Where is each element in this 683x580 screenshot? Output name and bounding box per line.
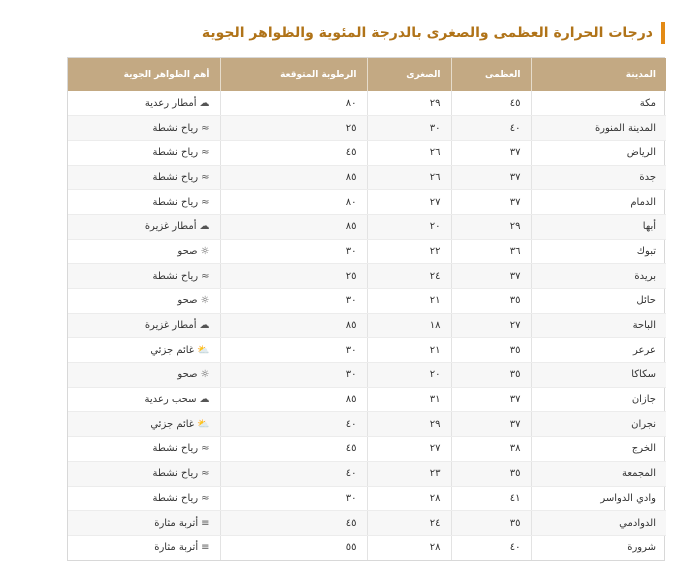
table-row: [68, 437, 666, 462]
phenomenon-label: رياح نشطة: [152, 492, 199, 504]
dust-icon: ≡: [201, 542, 210, 554]
table-row: [68, 165, 666, 190]
table-row: [68, 214, 666, 239]
wind-icon: ≈: [201, 492, 210, 504]
phenomenon-label: رياح نشطة: [152, 147, 199, 159]
header-min: الصغرى: [367, 58, 451, 91]
weather-phenomenon: [154, 542, 209, 553]
weather-phenomenon: [144, 394, 209, 405]
cell-max: ٢٩: [451, 214, 531, 239]
cell-humidity: ٤٠: [220, 461, 367, 486]
header-max: العظمى: [451, 58, 531, 91]
cell-humidity: ٤٥: [220, 140, 367, 165]
cell-max: ٣٧: [451, 190, 531, 215]
cell-max: ٢٧: [451, 313, 531, 338]
weather-phenomenon: [153, 468, 210, 479]
header-city: المدينة: [531, 58, 666, 91]
weather-phenomenon: [150, 419, 209, 430]
cell-city: بريدة: [531, 264, 666, 289]
cell-phenomenon: [68, 387, 220, 412]
header-phenomenon: أهم الظواهر الجوية: [68, 58, 220, 91]
table-row: [68, 264, 666, 289]
cell-min: ٢٤: [367, 511, 451, 536]
wind-icon: ≈: [201, 147, 210, 159]
weather-phenomenon: [153, 443, 210, 454]
wind-icon: ≈: [201, 171, 210, 183]
cell-max: ٤١: [451, 486, 531, 511]
cell-phenomenon: [68, 140, 220, 165]
cell-humidity: ٣٠: [220, 338, 367, 363]
phenomenon-label: أتربة مثارة: [154, 542, 199, 554]
cell-min: ٢١: [367, 289, 451, 314]
cell-humidity: ٤٥: [220, 437, 367, 462]
cell-max: ٣٨: [451, 437, 531, 462]
thunder-rain-icon: ☁: [199, 97, 210, 109]
cell-phenomenon: [68, 214, 220, 239]
cell-min: ٢٦: [367, 165, 451, 190]
cell-max: ٣٧: [451, 387, 531, 412]
weather-phenomenon: [153, 271, 210, 282]
table-body: [68, 91, 666, 560]
phenomenon-label: صحو: [177, 369, 198, 381]
cell-max: ٣٥: [451, 511, 531, 536]
page-title: [201, 22, 665, 44]
weather-phenomenon: [177, 295, 209, 306]
weather-phenomenon: [145, 98, 210, 109]
cell-max: ٤٥: [451, 91, 531, 116]
cell-min: ٣٠: [367, 116, 451, 141]
cell-min: ٢٧: [367, 437, 451, 462]
cell-min: ٢٦: [367, 140, 451, 165]
thunder-cloud-icon: ☁: [199, 394, 210, 406]
phenomenon-label: رياح نشطة: [152, 196, 199, 208]
phenomenon-label: رياح نشطة: [152, 443, 199, 455]
cell-humidity: ٣٠: [220, 289, 367, 314]
cell-city: حائل: [531, 289, 666, 314]
phenomenon-label: رياح نشطة: [152, 171, 199, 183]
cell-phenomenon: [68, 412, 220, 437]
weather-phenomenon: [177, 246, 209, 257]
dust-icon: ≡: [201, 517, 210, 529]
weather-phenomenon: [153, 493, 210, 504]
weather-phenomenon: [153, 123, 210, 134]
sun-icon: ☼: [200, 369, 210, 381]
cell-max: ٤٠: [451, 116, 531, 141]
cell-phenomenon: [68, 239, 220, 264]
table-row: [68, 91, 666, 116]
cell-city: عرعر: [531, 338, 666, 363]
wind-icon: ≈: [201, 196, 210, 208]
cell-max: ٣٥: [451, 338, 531, 363]
cell-humidity: ٥٥: [220, 535, 367, 560]
cell-humidity: ٤٠: [220, 412, 367, 437]
cell-city: الرياض: [531, 140, 666, 165]
cell-max: ٣٧: [451, 165, 531, 190]
weather-table: [67, 57, 665, 561]
cell-phenomenon: [68, 313, 220, 338]
cell-min: ٢٩: [367, 412, 451, 437]
cell-humidity: ٨٥: [220, 165, 367, 190]
cell-min: ٢٢: [367, 239, 451, 264]
weather-phenomenon: [177, 369, 209, 380]
cell-humidity: ٤٥: [220, 511, 367, 536]
cell-max: ٣٧: [451, 264, 531, 289]
weather-phenomenon: [150, 345, 209, 356]
cell-city: الدمام: [531, 190, 666, 215]
phenomenon-label: رياح نشطة: [152, 468, 199, 480]
cell-humidity: ٨٥: [220, 214, 367, 239]
cell-city: جازان: [531, 387, 666, 412]
phenomenon-label: أمطار رعدية: [144, 97, 197, 109]
phenomenon-label: سحب رعدية: [144, 394, 197, 406]
table-row: [68, 486, 666, 511]
cell-min: ٢٤: [367, 264, 451, 289]
cell-city: المجمعة: [531, 461, 666, 486]
cell-humidity: ٢٥: [220, 264, 367, 289]
cell-phenomenon: [68, 116, 220, 141]
cell-phenomenon: [68, 437, 220, 462]
cell-humidity: ٣٠: [220, 486, 367, 511]
cell-min: ٢٣: [367, 461, 451, 486]
cell-humidity: ٨٥: [220, 387, 367, 412]
cell-city: تبوك: [531, 239, 666, 264]
cell-min: ١٨: [367, 313, 451, 338]
table-row: [68, 412, 666, 437]
phenomenon-label: أمطار غزيرة: [144, 221, 197, 233]
partly-cloudy-icon: ⛅: [197, 344, 210, 356]
cell-city: شرورة: [531, 535, 666, 560]
cell-min: ٢٠: [367, 214, 451, 239]
cell-phenomenon: [68, 190, 220, 215]
cell-max: ٣٧: [451, 412, 531, 437]
cell-humidity: ٣٠: [220, 363, 367, 388]
table-row: [68, 289, 666, 314]
cell-city: نجران: [531, 412, 666, 437]
cell-city: الدوادمي: [531, 511, 666, 536]
cell-phenomenon: [68, 289, 220, 314]
phenomenon-label: أمطار غزيرة: [144, 320, 197, 332]
wind-icon: ≈: [201, 122, 210, 134]
wind-icon: ≈: [201, 270, 210, 282]
weather-phenomenon: [153, 197, 210, 208]
table-row: [68, 140, 666, 165]
cell-phenomenon: [68, 363, 220, 388]
table-row: [68, 363, 666, 388]
table-row: [68, 535, 666, 560]
header-humidity: الرطوبة المتوقعة: [220, 58, 367, 91]
phenomenon-label: صحو: [177, 295, 198, 307]
table-row: [68, 387, 666, 412]
table-row: [68, 116, 666, 141]
table-row: [68, 461, 666, 486]
cell-phenomenon: [68, 165, 220, 190]
cell-humidity: ٣٠: [220, 239, 367, 264]
cell-phenomenon: [68, 486, 220, 511]
cell-city: أبها: [531, 214, 666, 239]
cell-max: ٤٠: [451, 535, 531, 560]
cell-max: ٣٦: [451, 239, 531, 264]
cell-min: ٢٨: [367, 486, 451, 511]
cell-city: جدة: [531, 165, 666, 190]
cell-city: الباحة: [531, 313, 666, 338]
table-row: [68, 313, 666, 338]
cell-humidity: ٨٠: [220, 190, 367, 215]
phenomenon-label: رياح نشطة: [152, 270, 199, 282]
cell-max: ٣٥: [451, 363, 531, 388]
heavy-rain-icon: ☁: [199, 221, 210, 233]
cell-min: ٣١: [367, 387, 451, 412]
phenomenon-label: غائم جزئي: [150, 344, 195, 356]
cell-max: ٣٧: [451, 140, 531, 165]
partly-cloudy-icon: ⛅: [197, 418, 210, 430]
cell-phenomenon: [68, 535, 220, 560]
cell-min: ٢٠: [367, 363, 451, 388]
cell-city: مكة: [531, 91, 666, 116]
weather-phenomenon: [154, 518, 209, 529]
cell-phenomenon: [68, 461, 220, 486]
table-row: [68, 338, 666, 363]
cell-min: ٢٧: [367, 190, 451, 215]
table-row: [68, 239, 666, 264]
cell-min: ٢٩: [367, 91, 451, 116]
phenomenon-label: غائم جزئي: [150, 418, 195, 430]
wind-icon: ≈: [201, 468, 210, 480]
sun-icon: ☼: [200, 295, 210, 307]
phenomenon-label: رياح نشطة: [152, 122, 199, 134]
cell-phenomenon: [68, 338, 220, 363]
cell-max: ٣٥: [451, 289, 531, 314]
cell-humidity: ٨٥: [220, 313, 367, 338]
table-header-row: [68, 58, 666, 91]
sun-icon: ☼: [200, 245, 210, 257]
weather-phenomenon: [153, 172, 210, 183]
weather-phenomenon: [153, 147, 210, 158]
cell-city: وادي الدواسر: [531, 486, 666, 511]
cell-phenomenon: [68, 511, 220, 536]
table-row: [68, 511, 666, 536]
heavy-rain-icon: ☁: [199, 320, 210, 332]
page-title-text: درجات الحرارة العظمى والصغرى بالدرجة المئوية والظواهر الجوية: [201, 25, 653, 41]
cell-min: ٢١: [367, 338, 451, 363]
cell-humidity: ٨٠: [220, 91, 367, 116]
weather-phenomenon: [145, 320, 210, 331]
phenomenon-label: صحو: [177, 245, 198, 257]
wind-icon: ≈: [201, 443, 210, 455]
cell-max: ٣٥: [451, 461, 531, 486]
weather-phenomenon: [145, 221, 210, 232]
cell-city: المدينة المنورة: [531, 116, 666, 141]
cell-min: ٢٨: [367, 535, 451, 560]
table-row: [68, 190, 666, 215]
phenomenon-label: أتربة مثارة: [154, 517, 199, 529]
cell-phenomenon: [68, 264, 220, 289]
cell-city: الخرج: [531, 437, 666, 462]
cell-phenomenon: [68, 91, 220, 116]
cell-city: سكاكا: [531, 363, 666, 388]
cell-humidity: ٢٥: [220, 116, 367, 141]
